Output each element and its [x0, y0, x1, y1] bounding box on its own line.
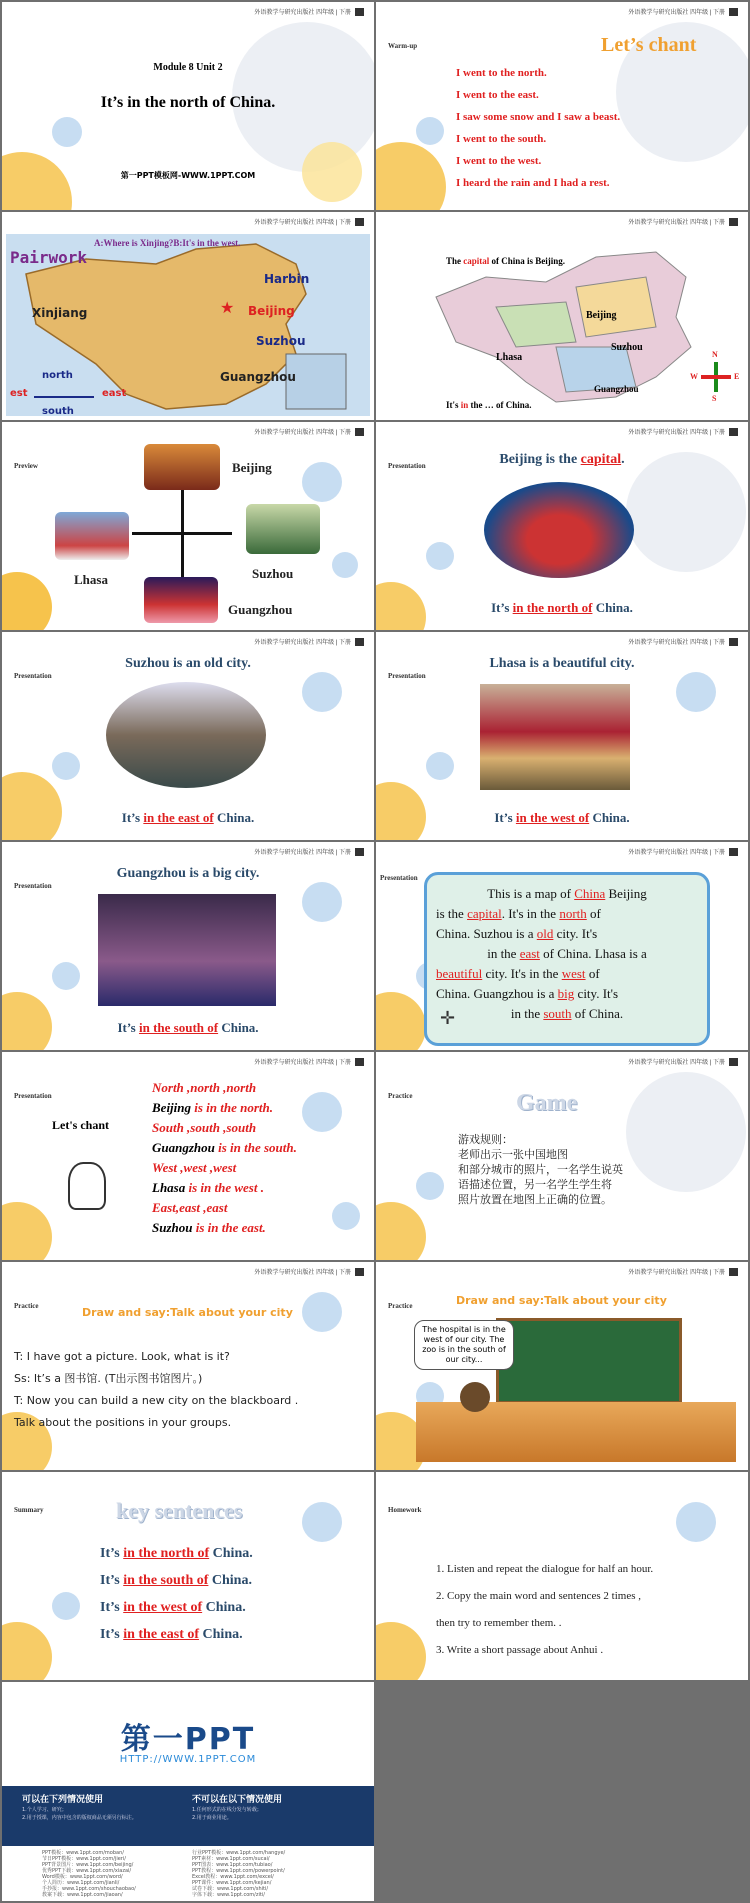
label-suzhou: Suzhou — [252, 566, 294, 581]
chant-lines — [456, 62, 620, 194]
slide-sentence: It’s in the west of China. — [494, 810, 630, 825]
resource-link[interactable]: PPT课件：www.1ppt.com/kejian/ — [192, 1880, 272, 1886]
decor-circle — [302, 1292, 342, 1332]
site-label: 第一PPT模板网-WWW.1PPT.COM — [120, 171, 256, 180]
publisher-logo-icon — [729, 1058, 738, 1066]
decor-circle — [426, 752, 454, 780]
publisher-logo-icon — [729, 8, 738, 16]
decor-circle — [426, 542, 454, 570]
resource-link[interactable]: 个人简历：www.1ppt.com/jianli/ — [42, 1880, 120, 1886]
publisher-logo-icon — [355, 8, 364, 16]
decor-circle — [676, 672, 716, 712]
section-tag: Practice — [14, 1302, 39, 1310]
slide-header: 外语教学与研究出版社 四年级 | 下册 — [628, 427, 738, 436]
slide-heading: Beijing is the capital. — [499, 452, 625, 467]
publisher-logo-icon — [729, 218, 738, 226]
summary-title: key sentences — [116, 1498, 243, 1523]
section-tag: Summary — [14, 1506, 44, 1514]
compass-north: north — [42, 370, 73, 381]
publisher-logo-icon — [355, 1268, 364, 1276]
slide-lhasa[interactable] — [376, 632, 748, 840]
slide-guangzhou[interactable] — [2, 842, 374, 1050]
game-rules: 游戏规则： 老师出示一张中国地图 和部分城市的照片，一名学生说英 语描述位置，另一名学生学生将 照片放置在地图上正确的位置。 — [458, 1133, 623, 1206]
key-sentences: It’s in the north of China. It’s in the south of China. It’s in the west of China. It’s in the east of China. — [100, 1546, 253, 1642]
student-avatar — [460, 1382, 490, 1412]
slide-header: 外语教学与研究出版社 四年级 | 下册 — [628, 637, 738, 646]
decor-circle — [376, 1622, 426, 1680]
compass-s: S — [712, 394, 717, 403]
cannot-use-line: 1.任何形式的在线分发与转载； — [192, 1807, 262, 1813]
decor-circle — [2, 572, 52, 630]
cross-horizontal — [132, 532, 232, 535]
chant-line: I went to the south. — [456, 133, 547, 145]
slide-map-cloze[interactable] — [376, 842, 748, 1050]
section-tag: Warm-up — [388, 42, 418, 50]
bottom-caption: It's in the … of China. — [446, 400, 532, 410]
decor-circle — [2, 1622, 52, 1680]
capital-caption: The capital of China is Beijing. — [446, 256, 566, 266]
publisher-logo-icon — [355, 638, 364, 646]
slide-header: 外语教学与研究出版社 四年级 | 下册 — [628, 7, 738, 16]
section-tag: Practice — [388, 1302, 413, 1310]
decor-circle — [416, 117, 444, 145]
city-beijing: Beijing — [586, 310, 617, 321]
decor-circle — [2, 1202, 52, 1260]
slide-heading: Draw and say:Talk about your city — [456, 1294, 667, 1307]
slide-title[interactable] — [2, 2, 374, 210]
slide-sentence: It’s in the north of China. — [491, 600, 633, 615]
slide-header: 外语教学与研究出版社 四年级 | 下册 — [628, 217, 738, 226]
cloze-text: This is a map of China Beijing is the capital. It's in the north of China. Suzhou is a old city. It's in the east of China. Lhasa is a beautiful city. It's in the west of China. Guangzhou is a big city. It's in the south of China. — [436, 886, 647, 1021]
links-left — [42, 1850, 136, 1898]
decor-circle — [676, 1502, 716, 1542]
chant-line: I went to the north. — [456, 67, 547, 79]
photo-tiananmen — [484, 482, 634, 578]
chant-line: I went to the east. — [456, 89, 539, 101]
photo-suzhou-canal — [106, 682, 266, 788]
resource-link[interactable]: 教案下载：www.1ppt.com/jiaoan/ — [42, 1892, 123, 1898]
slide-heading: Guangzhou is a big city. — [116, 866, 260, 881]
decor-circle — [376, 992, 426, 1050]
slide-game[interactable] — [376, 1052, 748, 1260]
slide-draw-and-say-text[interactable] — [2, 1262, 374, 1470]
brand-url: HTTP://WWW.1PPT.COM — [119, 1754, 257, 1765]
publisher-logo-icon — [729, 638, 738, 646]
links-right — [192, 1850, 285, 1898]
can-use-title: 可以在下列情况使用 — [22, 1795, 104, 1805]
module-label: Module 8 Unit 2 — [153, 62, 223, 73]
slide-pairwork-map[interactable] — [2, 212, 374, 420]
resource-link[interactable]: PPT素材：www.1ppt.com/sucai/ — [192, 1856, 270, 1862]
pairwork-label: Pairwork — [10, 248, 88, 267]
slide-sentence: It’s in the east of China. — [121, 810, 255, 825]
label-guangzhou: Guangzhou — [228, 602, 293, 617]
speech-bubble: The hospital is in the west of our city. The zoo is in the south of our city... — [414, 1320, 514, 1370]
slide-header: 外语教学与研究出版社 四年级 | 下册 — [254, 637, 364, 646]
slide-header: 外语教学与研究出版社 四年级 | 下册 — [254, 427, 364, 436]
chant-lines: North ,north ,north Beijing is in the north. South ,south ,south Guangzhou is in the south. West ,west ,west Lhasa is in the west . East,east ,east Suzhou is in the east. — [152, 1080, 297, 1235]
section-tag: Presentation — [388, 462, 426, 470]
slide-draw-and-say-picture[interactable] — [376, 1262, 748, 1470]
decor-circle — [52, 962, 80, 990]
city-xinjiang: Xinjiang — [32, 306, 88, 320]
city-harbin: Harbin — [264, 272, 310, 286]
dialogue-lines: T: I have got a picture. Look, what is it? Ss: It’s a 图书馆. (T出示图书馆图片。) T: Now you can build a new city on the blackboard . Talk about the positions in your groups. — [14, 1350, 299, 1429]
resource-link[interactable]: 优秀PPT下载：www.1ppt.com/xiazai/ — [42, 1868, 132, 1874]
slide-capital-map[interactable] — [376, 212, 748, 420]
resource-link[interactable]: 行业PPT模板：www.1ppt.com/hangye/ — [192, 1850, 286, 1856]
resource-link[interactable]: PPT图表：www.1ppt.com/tubiao/ — [192, 1862, 273, 1868]
section-tag: Presentation — [388, 672, 426, 680]
publisher-logo-icon — [355, 848, 364, 856]
compass-east: east — [102, 388, 127, 399]
can-use-line: 2.用于授课，内容中包含的版权商品无须另行标注。 — [22, 1815, 137, 1821]
decor-circle — [302, 672, 342, 712]
decor-circle — [302, 1092, 342, 1132]
publisher-logo-icon — [355, 428, 364, 436]
slide-warmup[interactable] — [376, 2, 748, 210]
section-tag: Presentation — [14, 1092, 52, 1100]
chant-heading: Let’s chant — [601, 34, 697, 56]
publisher-logo-icon — [355, 1058, 364, 1066]
photo-suzhou — [246, 504, 320, 554]
city-guangzhou: Guangzhou — [220, 370, 296, 384]
resource-link[interactable]: Excel教程：www.1ppt.com/excel/ — [192, 1874, 274, 1880]
can-use-line: 1.个人学习、研究； — [22, 1807, 67, 1813]
compass-south: south — [42, 406, 74, 417]
slide-header: 外语教学与研究出版社 四年级 | 下册 — [254, 217, 364, 226]
homework-list: 1. Listen and repeat the dialogue for half an hour. 2. Copy the main word and sentences 2 times , then try to remember them. . 3. Write a short passage about Anhui . — [436, 1563, 654, 1656]
decor-circle — [376, 1202, 426, 1260]
photo-potala — [480, 684, 630, 790]
city-suzhou: Suzhou — [256, 334, 306, 348]
photo-guangzhou — [144, 577, 218, 623]
chant-line: I saw some snow and I saw a beast. — [456, 111, 621, 123]
slide-header: 外语教学与研究出版社 四年级 | 下册 — [254, 847, 364, 856]
pairwork-prompt: A:Where is Xinjing?B:It's in the west. — [94, 238, 241, 248]
slide-header: 外语教学与研究出版社 四年级 | 下册 — [628, 1267, 738, 1276]
photo-canton-tower — [98, 894, 276, 1006]
resource-link[interactable]: PPT背景图片：www.1ppt.com/beijing/ — [42, 1862, 134, 1868]
decor-circle — [332, 1202, 360, 1230]
china-map — [426, 247, 706, 407]
section-tag: Homework — [388, 1506, 422, 1514]
decor-circle — [302, 882, 342, 922]
slide-lets-chant[interactable] — [2, 1052, 374, 1260]
section-tag: Practice — [388, 1092, 413, 1100]
slide-heading: Suzhou is an old city. — [125, 656, 251, 671]
publisher-logo-icon — [355, 218, 364, 226]
chant-line: I heard the rain and I had a rest. — [456, 177, 610, 189]
slide-heading: Lhasa is a beautiful city. — [489, 656, 635, 671]
section-tag: Presentation — [380, 874, 418, 882]
slide-heading: Draw and say:Talk about your city — [82, 1306, 293, 1319]
decor-circle — [332, 552, 358, 578]
resource-link[interactable]: PPT模板：www.1ppt.com/moban/ — [42, 1850, 124, 1856]
decor-circle — [302, 462, 342, 502]
compass-n: N — [712, 350, 718, 359]
chant-line: I went to the west. — [456, 155, 542, 167]
publisher-logo-icon — [729, 848, 738, 856]
slide-header: 外语教学与研究出版社 四年级 | 下册 — [254, 1057, 364, 1066]
decor-circle — [626, 452, 746, 572]
slide-sentence: It’s in the south of China. — [117, 1020, 259, 1035]
chant-title: Let's chant — [52, 1118, 109, 1132]
decor-circle — [52, 752, 80, 780]
photo-beijing — [144, 444, 220, 490]
star-icon: ★ — [220, 300, 235, 317]
section-tag: Preview — [14, 462, 38, 470]
label-beijing: Beijing — [232, 460, 272, 475]
decor-circle — [416, 1172, 444, 1200]
compass-west: est — [10, 388, 28, 399]
resource-link[interactable]: PPT教程：www.1ppt.com/powerpoint/ — [192, 1868, 285, 1874]
decor-circle — [2, 772, 62, 840]
city-beijing: Beijing — [248, 304, 295, 318]
slide-homework[interactable] — [376, 1472, 748, 1680]
cannot-use-title: 不可以在以下情况使用 — [192, 1795, 283, 1805]
publisher-logo-icon — [729, 1268, 738, 1276]
decor-circle — [302, 1502, 342, 1542]
compass-e: E — [734, 372, 740, 381]
photo-lhasa — [55, 512, 129, 560]
decor-circle — [2, 152, 72, 210]
slide-preview[interactable] — [2, 422, 374, 630]
slide-header: 外语教学与研究出版社 四年级 | 下册 — [628, 847, 738, 856]
cannot-use-line: 2.用于商业用途。 — [192, 1815, 232, 1821]
brand-logo: 第一PPT — [120, 1722, 256, 1757]
city-guangzhou: Guangzhou — [594, 384, 639, 394]
section-tag: Presentation — [14, 882, 52, 890]
snoopy-icon — [68, 1162, 106, 1210]
decor-circle — [376, 142, 446, 210]
slide-title-text: It’s in the north of China. — [100, 94, 276, 111]
resource-link[interactable]: 节日PPT模板：www.1ppt.com/jieri/ — [42, 1856, 126, 1862]
decor-circle — [52, 1592, 80, 1620]
slide-summary[interactable] — [2, 1472, 374, 1680]
slide-beijing[interactable] — [376, 422, 748, 630]
slide-header: 外语教学与研究出版社 四年级 | 下册 — [628, 1057, 738, 1066]
compass-rose-icon — [701, 362, 731, 392]
slide-license[interactable] — [2, 1682, 374, 1901]
resource-link[interactable]: Word模板：www.1ppt.com/word/ — [42, 1874, 123, 1880]
resource-link[interactable]: 字体下载：www.1ppt.com/ziti/ — [192, 1892, 265, 1898]
resource-link[interactable]: 试卷下载：www.1ppt.com/shiti/ — [192, 1886, 269, 1892]
label-lhasa: Lhasa — [74, 572, 108, 587]
publisher-logo-icon — [729, 428, 738, 436]
compass-w: W — [690, 372, 698, 381]
classroom-floor — [416, 1402, 736, 1462]
classroom-board — [496, 1318, 682, 1404]
resource-link[interactable]: 手抄报：www.1ppt.com/shouchaobao/ — [42, 1886, 136, 1892]
compass-cross — [34, 396, 94, 398]
city-suzhou: Suzhou — [611, 342, 643, 353]
game-title: Game — [516, 1090, 578, 1116]
decor-circle — [626, 1072, 746, 1192]
decor-circle — [52, 117, 82, 147]
slide-suzhou[interactable] — [2, 632, 374, 840]
slide-header: 外语教学与研究出版社 四年级 | 下册 — [254, 1267, 364, 1276]
city-lhasa: Lhasa — [496, 352, 523, 363]
compass-rose-icon: ✛ — [440, 1008, 456, 1028]
section-tag: Presentation — [14, 672, 52, 680]
slide-header: 外语教学与研究出版社 四年级 | 下册 — [254, 7, 364, 16]
